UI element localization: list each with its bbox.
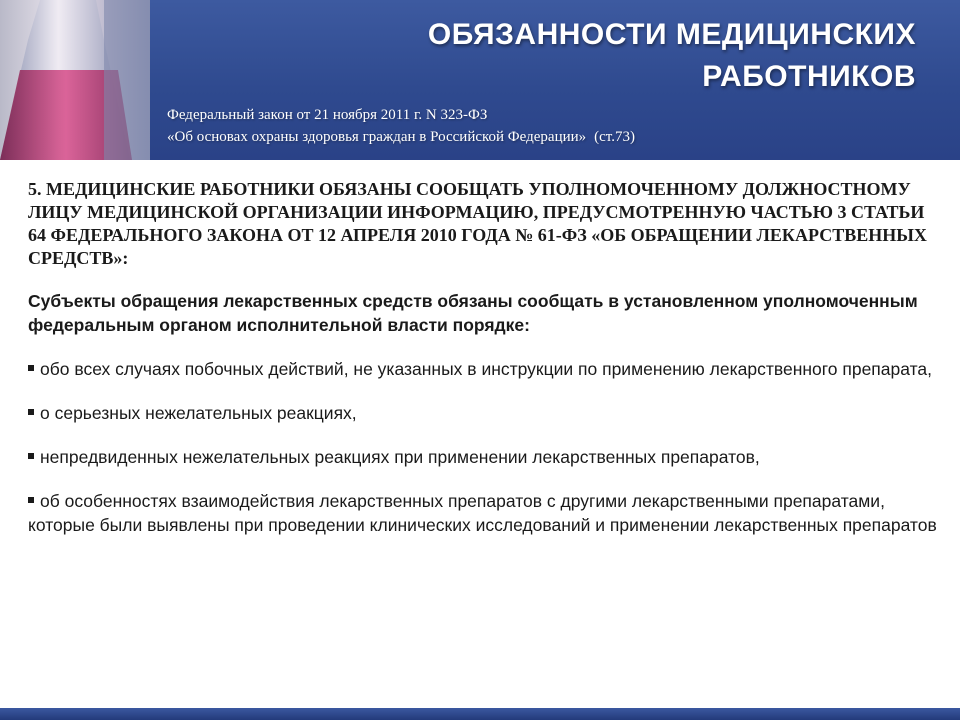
list-item-text: непредвиденных нежелательных реакциях при применении лекарственных препаратов,: [40, 447, 760, 467]
list-item-text: о серьезных нежелательных реакциях,: [40, 403, 357, 423]
square-bullet-icon: [28, 497, 34, 503]
page-title: [316, 14, 916, 98]
law-section: (ст.73): [594, 129, 635, 145]
list-item-text: обо всех случаях побочных действий, не указанных в инструкции по применению лекарственного препарата,: [40, 359, 933, 379]
list-item: [28, 401, 938, 425]
intro-paragraph: Субъекты обращения лекарственных средств обязаны сообщать в установленном уполномоченным федеральным органом исполнительной власти порядке:: [28, 291, 918, 335]
main-content: [28, 178, 938, 537]
footer-bar: [0, 708, 960, 720]
clause-heading: 5. МЕДИЦИНСКИЕ РАБОТНИКИ ОБЯЗАНЫ СООБЩАТЬ УПОЛНОМОЧЕННОМУ ДОЛЖНОСТНОМУ ЛИЦУ МЕДИЦИНСКОЙ ОРГАНИЗАЦИИ ИНФОРМАЦИЮ, ПРЕДУСМОТРЕННУЮ ЧАСТЬЮ 3 СТАТЬИ 64 ФЕДЕРАЛЬНОГО ЗАКОНА ОТ 12 АПРЕЛЯ 2010 ГОДА № 61-ФЗ «ОБ ОБРАЩЕНИИ ЛЕКАРСТВЕННЫХ СРЕДСТВ»:: [28, 179, 927, 268]
square-bullet-icon: [28, 365, 34, 371]
obligations-list: [28, 357, 938, 537]
header-banner: [0, 0, 960, 160]
law-name: Федеральный закон от 21 ноября 2011 г. N 323-ФЗ: [167, 107, 488, 123]
law-title: «Об основах охраны здоровья граждан в Российской Федерации»: [167, 129, 587, 145]
title-line-1: ОБЯЗАННОСТИ МЕДИЦИНСКИХ: [427, 18, 916, 51]
list-item-text: об особенностях взаимодействия лекарственных препаратов с другими лекарственными препаратами, которые были выявлены при проведении клинических исследований и применении лекарственных препаратов: [28, 491, 937, 535]
square-bullet-icon: [28, 453, 34, 459]
law-title-line: [167, 126, 927, 148]
list-item: [28, 357, 938, 381]
square-bullet-icon: [28, 409, 34, 415]
title-line-2: РАБОТНИКОВ: [702, 60, 916, 93]
list-item: [28, 489, 938, 537]
list-item: [28, 445, 938, 469]
law-reference: [167, 104, 927, 148]
flask-photo-icon: [0, 0, 150, 160]
